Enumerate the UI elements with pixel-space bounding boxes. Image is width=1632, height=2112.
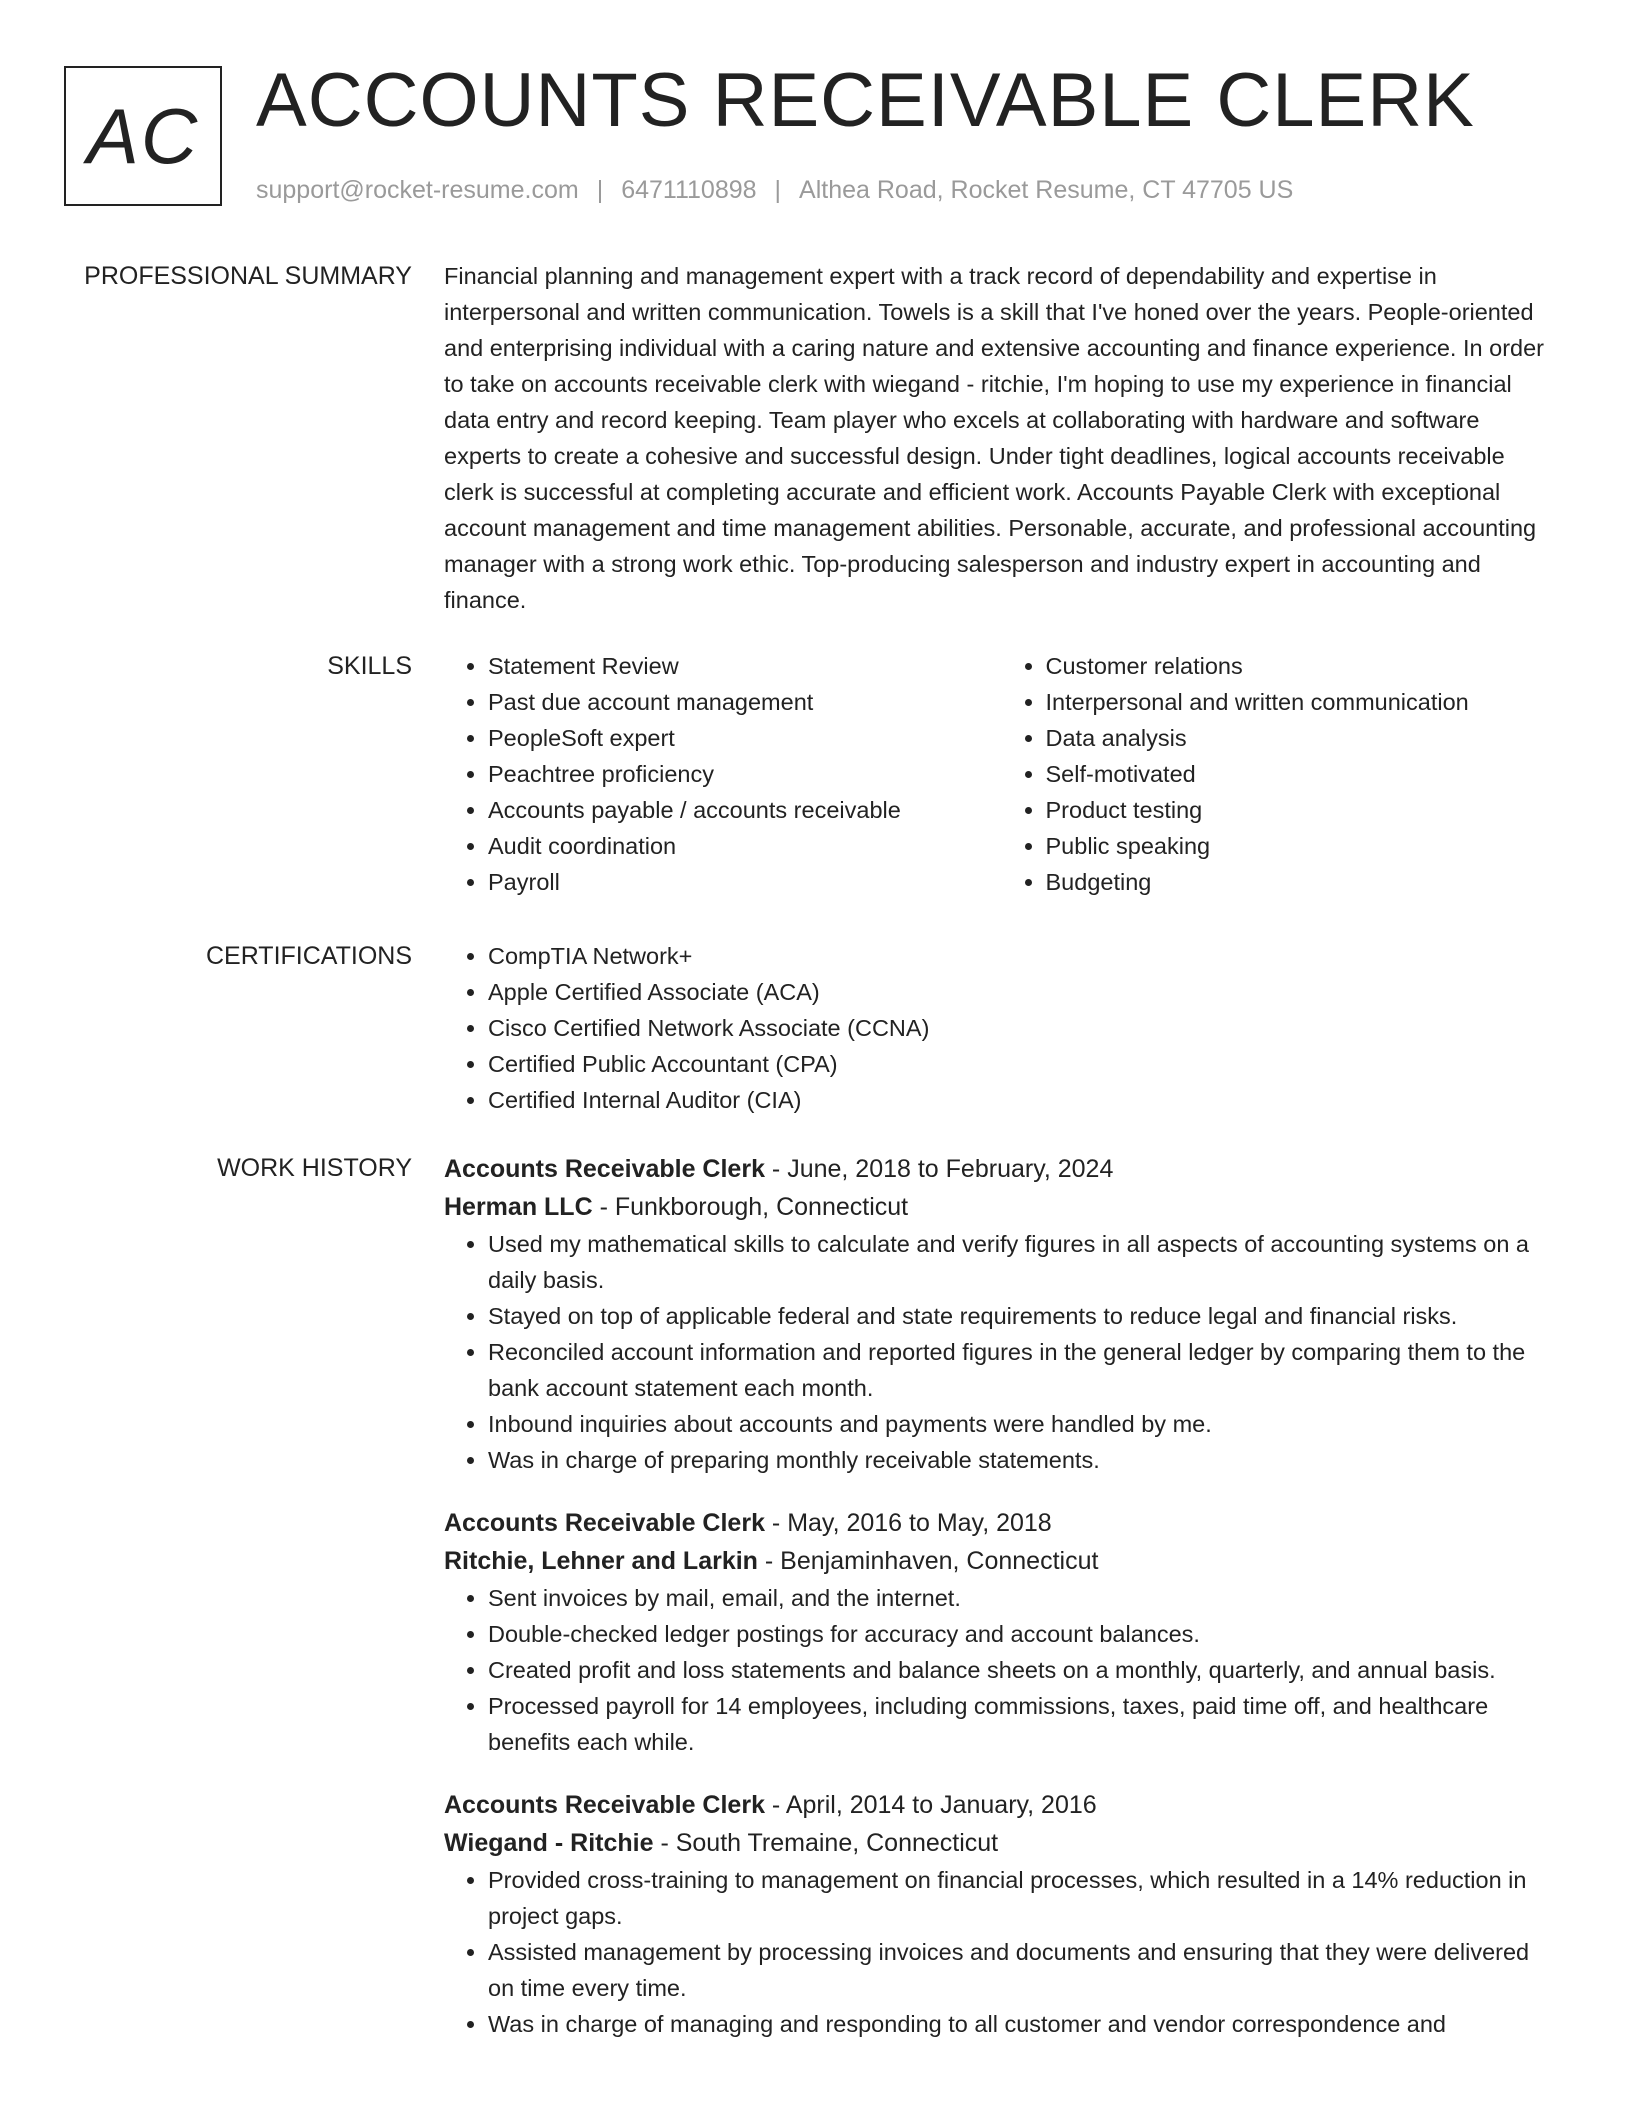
list-item: • Product testing: [1046, 792, 1560, 828]
list-item: • Provided cross-training to management on financial processes, which resulted in a 14% reduction in project gaps.: [488, 1862, 1559, 1934]
job-title: Accounts Receivable Clerk: [444, 1791, 765, 1819]
job-duties: [444, 1862, 1559, 2042]
list-item: • Cisco Certified Network Associate (CCNA): [488, 1010, 1559, 1046]
job-dates: - April, 2014 to January, 2016: [764, 1791, 1097, 1819]
list-item: • Apple Certified Associate (ACA): [488, 974, 1559, 1010]
section-heading: SKILLS: [327, 652, 412, 680]
job-entry: [444, 1786, 1559, 2042]
section-heading: WORK HISTORY: [217, 1154, 412, 1182]
job-location: - South Tremaine, Connecticut: [653, 1829, 999, 1857]
job-dates: - June, 2018 to February, 2024: [764, 1155, 1114, 1183]
list-item: • CompTIA Network+: [488, 938, 1559, 974]
job-company: Herman LLC: [444, 1193, 593, 1221]
list-item: • Inbound inquiries about accounts and payments were handled by me.: [488, 1406, 1559, 1442]
list-item: • Budgeting: [1046, 864, 1560, 900]
list-item: • Double-checked ledger postings for accuracy and account balances.: [488, 1616, 1559, 1652]
list-item: • Statement Review: [488, 648, 1002, 684]
section-heading: CERTIFICATIONS: [205, 942, 412, 970]
list-item: • Processed payroll for 14 employees, including commissions, taxes, paid time off, and healthcare benefits each while.: [488, 1688, 1559, 1760]
certifications-body: [444, 938, 1559, 1118]
list-item: • Accounts payable / accounts receivable: [488, 792, 1002, 828]
job-company-line: [444, 1824, 1559, 1862]
list-item: • Payroll: [488, 864, 1002, 900]
contact-address: Althea Road, Rocket Resume, CT 47705 US: [799, 176, 1294, 204]
summary-body: [444, 258, 1559, 618]
list-item: • Stayed on top of applicable federal and state requirements to reduce legal and financial risks.: [488, 1298, 1559, 1334]
job-dates: - May, 2016 to May, 2018: [764, 1509, 1052, 1537]
job-title-line: [444, 1786, 1559, 1824]
job-location: - Funkborough, Connecticut: [592, 1193, 909, 1221]
work-history-body: [444, 1150, 1559, 2068]
contact-phone: 6471110898: [621, 176, 757, 204]
list-item: • Self-motivated: [1046, 756, 1560, 792]
list-item: • Was in charge of preparing monthly receivable statements.: [488, 1442, 1559, 1478]
job-duties: [444, 1580, 1559, 1760]
contact-separator: |: [774, 176, 782, 204]
job-location: - Benjaminhaven, Connecticut: [757, 1547, 1099, 1575]
list-item: • Assisted management by processing invoices and documents and ensuring that they were delivered on time every time.: [488, 1934, 1559, 2006]
certifications-list: [444, 938, 1559, 1118]
list-item: • Certified Public Accountant (CPA): [488, 1046, 1559, 1082]
list-item: • Customer relations: [1046, 648, 1560, 684]
list-item: • Audit coordination: [488, 828, 1002, 864]
list-item: • Sent invoices by mail, email, and the internet.: [488, 1580, 1559, 1616]
job-company-line: [444, 1542, 1559, 1580]
list-item: • Interpersonal and written communication: [1046, 684, 1560, 720]
list-item: • Was in charge of managing and responding to all customer and vendor correspondence and: [488, 2006, 1559, 2042]
job-title-line: [444, 1504, 1559, 1542]
job-entry: [444, 1150, 1559, 1478]
skills-list-left: [444, 648, 1002, 900]
resume-title: ACCOUNTS RECEIVABLE CLERK: [256, 58, 1475, 143]
job-title: Accounts Receivable Clerk: [444, 1509, 765, 1537]
list-item: • PeopleSoft expert: [488, 720, 1002, 756]
list-item: • Created profit and loss statements and balance sheets on a monthly, quarterly, and annual basis.: [488, 1652, 1559, 1688]
list-item: • Public speaking: [1046, 828, 1560, 864]
contact-line: [256, 174, 1293, 206]
list-item: • Certified Internal Auditor (CIA): [488, 1082, 1559, 1118]
job-company-line: [444, 1188, 1559, 1226]
summary-text: Financial planning and management expert with a track record of dependability and expertise in interpersonal and written communication. Towels is a skill that I've honed over the years. People-oriented and enterprising individual with a caring nature and extensive accounting and finance experience. In order to take on accounts receivable clerk with wiegand - ritchie, I'm hoping to use my experience in financial data entry and record keeping. Team player who excels at collaborating with hardware and software experts to create a cohesive and successful design. Under tight deadlines, logical accounts receivable clerk is successful at completing accurate and efficient work. Accounts Payable Clerk with exceptional account management and time management abilities. Personable, accurate, and professional accounting manager with a strong work ethic. Top-producing salesperson and industry expert in accounting and finance.: [444, 263, 1544, 613]
list-item: • Reconciled account information and reported figures in the general ledger by comparing them to the bank account statement each month.: [488, 1334, 1559, 1406]
list-item: • Past due account management: [488, 684, 1002, 720]
list-item: • Peachtree proficiency: [488, 756, 1002, 792]
list-item: • Used my mathematical skills to calculate and verify figures in all aspects of accounting systems on a daily basis.: [488, 1226, 1559, 1298]
job-company: Wiegand - Ritchie: [444, 1829, 654, 1857]
skills-list-right: [1002, 648, 1560, 900]
contact-email: support@rocket-resume.com: [256, 176, 579, 204]
section-heading: PROFESSIONAL SUMMARY: [84, 262, 412, 290]
job-entry: [444, 1504, 1559, 1760]
skills-body: [444, 648, 1559, 900]
monogram-logo: AC: [64, 66, 222, 206]
list-item: • Data analysis: [1046, 720, 1560, 756]
job-title-line: [444, 1150, 1559, 1188]
contact-separator: |: [596, 176, 604, 204]
job-duties: [444, 1226, 1559, 1478]
job-title: Accounts Receivable Clerk: [444, 1155, 765, 1183]
job-company: Ritchie, Lehner and Larkin: [444, 1547, 758, 1575]
